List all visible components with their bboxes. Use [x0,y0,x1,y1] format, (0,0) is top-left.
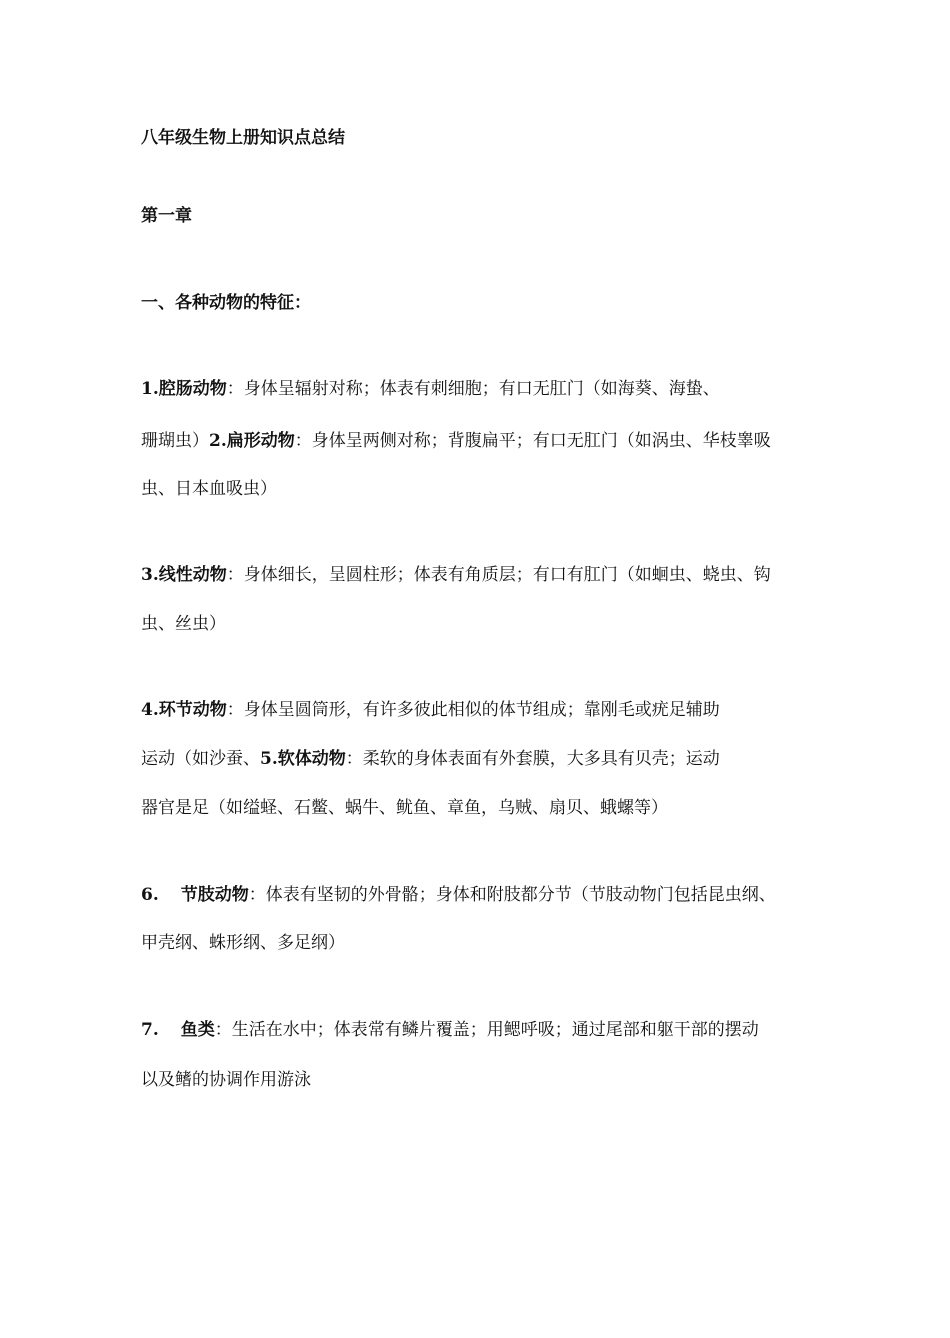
item-7-line-1 [141,1020,759,1040]
item-4-colon: ： [226,700,244,720]
item-4-term: 环节动物 [158,700,227,720]
item-4-number: 4. [141,700,159,720]
item-6-line-2: 甲壳纲、蛛形纲、多足纲） [141,933,345,953]
item-2-colon: ： [294,431,312,451]
item-7-colon: ： [214,1020,232,1040]
item-7-number: 7. [141,1020,159,1040]
item-3-colon: ： [226,565,244,585]
item-4-line-1 [141,700,720,720]
item-3-term: 线性动物 [158,565,227,585]
item-7-text: 生活在水中；体表常有鳞片覆盖；用鳃呼吸；通过尾部和躯干部的摆动 [231,1020,759,1040]
item-1-line-1 [141,379,720,399]
item-5-term: 软体动物 [277,749,346,769]
item-2-text: 身体呈两侧对称；背腹扁平；有口无肛门（如涡虫、华枝睾吸 [311,431,771,451]
chapter-heading: 第一章 [141,206,192,226]
item-3-line-1 [141,565,771,585]
item-5-number: 5. [260,749,278,769]
item-7-line-2: 以及鳍的协调作用游泳 [141,1070,311,1090]
item-3-line-2: 虫、丝虫） [141,614,226,634]
item-1-line-2 [141,431,771,451]
item-6-term: 节肢动物 [180,885,249,905]
item-3-number: 3. [141,565,159,585]
item-1-number: 1. [141,379,159,399]
item-7-term: 鱼类 [180,1020,215,1040]
item-3-text: 身体细长，呈圆柱形；体表有角质层；有口有肛门（如蛔虫、蛲虫、钩 [243,565,771,585]
item-5-text: 柔软的身体表面有外套膜，大多具有贝壳；运动 [362,749,720,769]
item-6-text: 体表有坚韧的外骨骼；身体和附肢都分节（节肢动物门包括昆虫纲、 [265,885,776,905]
section-heading: 一、各种动物的特征： [141,293,311,313]
item-2-number: 2. [209,431,227,451]
item-5-line-3: 器官是足（如缢蛏、石鳖、蜗牛、鱿鱼、章鱼，乌贼、扇贝、蛾螺等） [141,798,668,818]
item-2-line-3: 虫、日本血吸虫） [141,479,277,499]
item-6-colon: ： [248,885,266,905]
item-5-colon: ： [345,749,363,769]
document-title: 八年级生物上册知识点总结 [141,128,345,148]
item-4-text-cont: 运动（如沙蚕、 [141,749,260,769]
item-2-term: 扁形动物 [226,431,295,451]
item-6-number: 6. [141,885,159,905]
item-1-colon: ： [226,379,244,399]
item-1-text-cont: 珊瑚虫） [141,431,209,451]
item-4-line-2 [141,749,720,769]
item-4-text: 身体呈圆筒形，有许多彼此相似的体节组成；靠刚毛或疣足辅助 [243,700,720,720]
item-1-term: 腔肠动物 [158,379,227,399]
item-6-line-1 [141,885,776,905]
item-1-text: 身体呈辐射对称；体表有刺细胞；有口无肛门（如海葵、海蛰、 [243,379,720,399]
